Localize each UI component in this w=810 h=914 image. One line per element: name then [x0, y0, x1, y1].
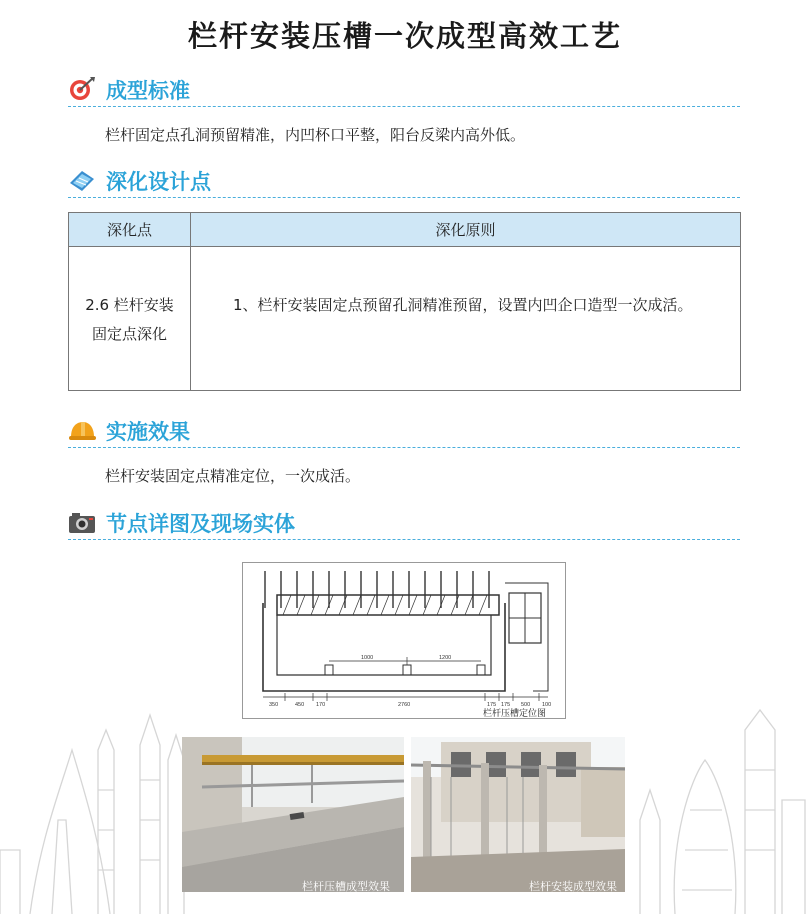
page-title: 栏杆安装压槽一次成型高效工艺 — [187, 19, 622, 53]
section-design-heading: 深化设计点 — [106, 170, 211, 194]
skyline-background — [0, 690, 810, 914]
dim-bottom-3: 170 — [316, 702, 326, 708]
camera-icon — [68, 509, 96, 535]
table-row — [69, 247, 741, 391]
design-table — [68, 212, 741, 391]
section-standard-header — [68, 72, 740, 107]
photo-groove-caption: 栏杆压槽成型效果 — [302, 880, 390, 892]
table-cell-principle: 1、栏杆安装固定点预留孔洞精准预留，设置内凹企口造型一次成活。 — [191, 247, 741, 391]
table-header-row — [69, 213, 741, 247]
dim-bottom-6: 175 — [501, 702, 511, 708]
blueprint-icon — [68, 167, 96, 193]
dim-bottom-1: 350 — [269, 702, 279, 708]
photo-groove-svg — [182, 737, 404, 892]
dim-bottom-8: 100 — [542, 702, 552, 708]
groove-drawing — [242, 562, 566, 719]
hardhat-icon — [68, 417, 96, 443]
dim-bottom-7: 500 — [521, 702, 531, 708]
table-header-point: 深化点 — [69, 213, 191, 247]
section-design-header — [68, 163, 740, 198]
dim-bottom-2: 450 — [295, 702, 305, 708]
section-effect-header — [68, 413, 740, 448]
target-icon — [68, 76, 96, 102]
table-cell-point — [69, 247, 191, 391]
photo-railing-caption: 栏杆安装成型效果 — [529, 880, 617, 892]
dim-top-2: 1200 — [439, 655, 452, 661]
drawing-caption: 栏杆压槽定位图 — [483, 709, 547, 718]
dim-bottom-4: 2760 — [398, 702, 411, 708]
section-effect-heading: 实施效果 — [106, 420, 190, 444]
dim-top-1: 1000 — [361, 655, 374, 661]
section-standard-heading: 成型标准 — [106, 79, 190, 103]
section-detail-heading: 节点详图及现场实体 — [106, 512, 295, 536]
photo-railing — [411, 737, 625, 892]
drawing-svg — [243, 563, 565, 718]
table-header-principle: 深化原则 — [191, 213, 741, 247]
point-line-2: 固定点深化 — [91, 325, 167, 343]
photo-groove — [182, 737, 404, 892]
section-detail-header — [68, 505, 740, 540]
standard-text: 栏杆固定点孔洞预留精准，内凹杯口平整，阳台反梁内高外低。 — [105, 126, 526, 144]
effect-text: 栏杆安装固定点精准定位，一次成活。 — [105, 467, 361, 485]
point-line-1: 2.6 栏杆安装 — [85, 296, 174, 314]
dim-bottom-5: 175 — [487, 702, 497, 708]
photo-railing-svg — [411, 737, 625, 892]
